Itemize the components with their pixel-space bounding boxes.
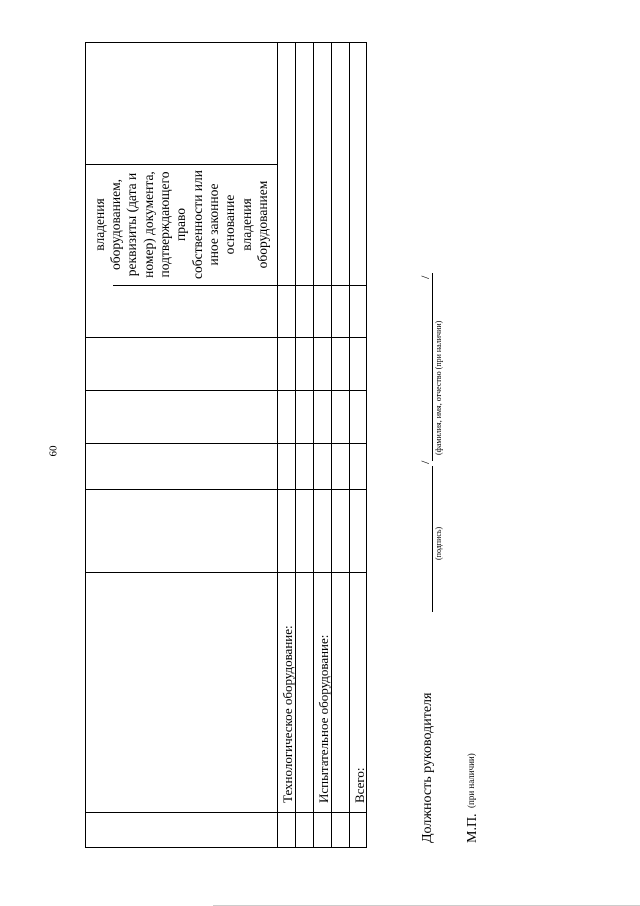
- table-border-right: [366, 42, 367, 848]
- column-separator: [85, 812, 367, 813]
- ownership-header: [85, 164, 278, 285]
- column-separator: [85, 337, 367, 338]
- signature-caption: (подпись): [434, 526, 443, 560]
- table-border-left: [85, 42, 86, 848]
- row-label-technological: Технологическое оборудование:: [280, 625, 295, 803]
- column-separator: [85, 572, 367, 573]
- column-separator: [113, 285, 367, 286]
- ownership-line: иное законное: [205, 183, 221, 266]
- table-border-bottom: [85, 847, 367, 848]
- signature-line: [432, 466, 433, 612]
- ownership-line: оборудованием,: [108, 179, 124, 271]
- row-separator: [277, 42, 278, 848]
- slash-separator: /: [418, 460, 432, 464]
- ownership-line: оборудованием: [254, 180, 270, 269]
- name-caption: (фамилия, имя, отчество (при наличии): [434, 320, 443, 455]
- row-separator: [313, 42, 314, 848]
- page-number: 60: [47, 445, 60, 457]
- ownership-line: право: [173, 208, 189, 241]
- column-separator: [85, 489, 367, 490]
- column-separator: [85, 443, 367, 444]
- row-label-testing: Испытательное оборудование:: [316, 634, 331, 803]
- ownership-line: основание: [222, 194, 238, 255]
- row-label-total: Всего:: [352, 767, 367, 803]
- column-separator: [85, 390, 367, 391]
- stamp-note: (при наличии): [466, 753, 476, 808]
- table-border-top: [85, 42, 367, 43]
- ownership-line: владения: [91, 198, 107, 251]
- name-line: [432, 273, 433, 461]
- stamp-label: М.П.: [465, 813, 480, 843]
- ownership-line: номер) документа,: [140, 171, 156, 278]
- ownership-line: подтверждающего: [157, 171, 173, 278]
- row-separator: [349, 42, 350, 848]
- position-label: Должность руководителя: [420, 692, 435, 843]
- ownership-line: владения: [238, 198, 254, 251]
- slash-separator: /: [418, 275, 432, 279]
- ownership-line: собственности или: [189, 170, 205, 280]
- ownership-line: реквизиты (дата и: [124, 172, 140, 277]
